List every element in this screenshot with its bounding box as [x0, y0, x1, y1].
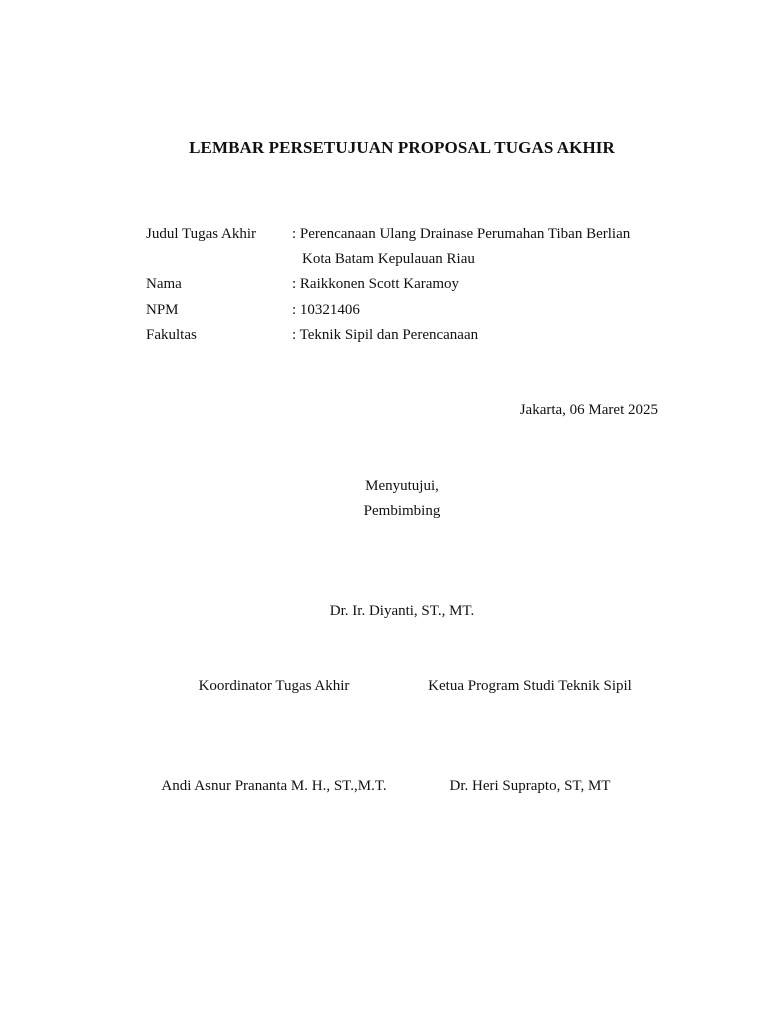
document-title: LEMBAR PERSETUJUAN PROPOSAL TUGAS AKHIR [189, 138, 615, 157]
supervisor-name: Dr. Ir. Diyanti, ST., MT. [329, 603, 475, 619]
fakultas-label: Fakultas [146, 327, 197, 343]
coordinator-role: Koordinator Tugas Akhir [198, 678, 350, 694]
nama-value: : Raikkonen Scott Karamoy [292, 276, 460, 292]
npm-label: NPM [146, 302, 179, 318]
coordinator-name: Andi Asnur Prananta M. H., ST.,M.T. [161, 778, 387, 794]
judul-value: : Perencanaan Ulang Drainase Perumahan Tiban Berlian [292, 226, 631, 242]
head-of-program-name: Dr. Heri Suprapto, ST, MT [449, 778, 611, 794]
supervisor-role: Pembimbing [363, 503, 441, 519]
approval-heading: Menyutujui, [365, 478, 439, 494]
document-date: Jakarta, 06 Maret 2025 [519, 402, 658, 418]
npm-value: : 10321406 [292, 302, 360, 318]
fakultas-value: : Teknik Sipil dan Perencanaan [292, 327, 479, 343]
nama-label: Nama [146, 276, 182, 292]
judul-label: Judul Tugas Akhir [146, 226, 257, 242]
head-of-program-role: Ketua Program Studi Teknik Sipil [428, 678, 632, 694]
judul-value-continuation: Kota Batam Kepulauan Riau [302, 251, 475, 267]
